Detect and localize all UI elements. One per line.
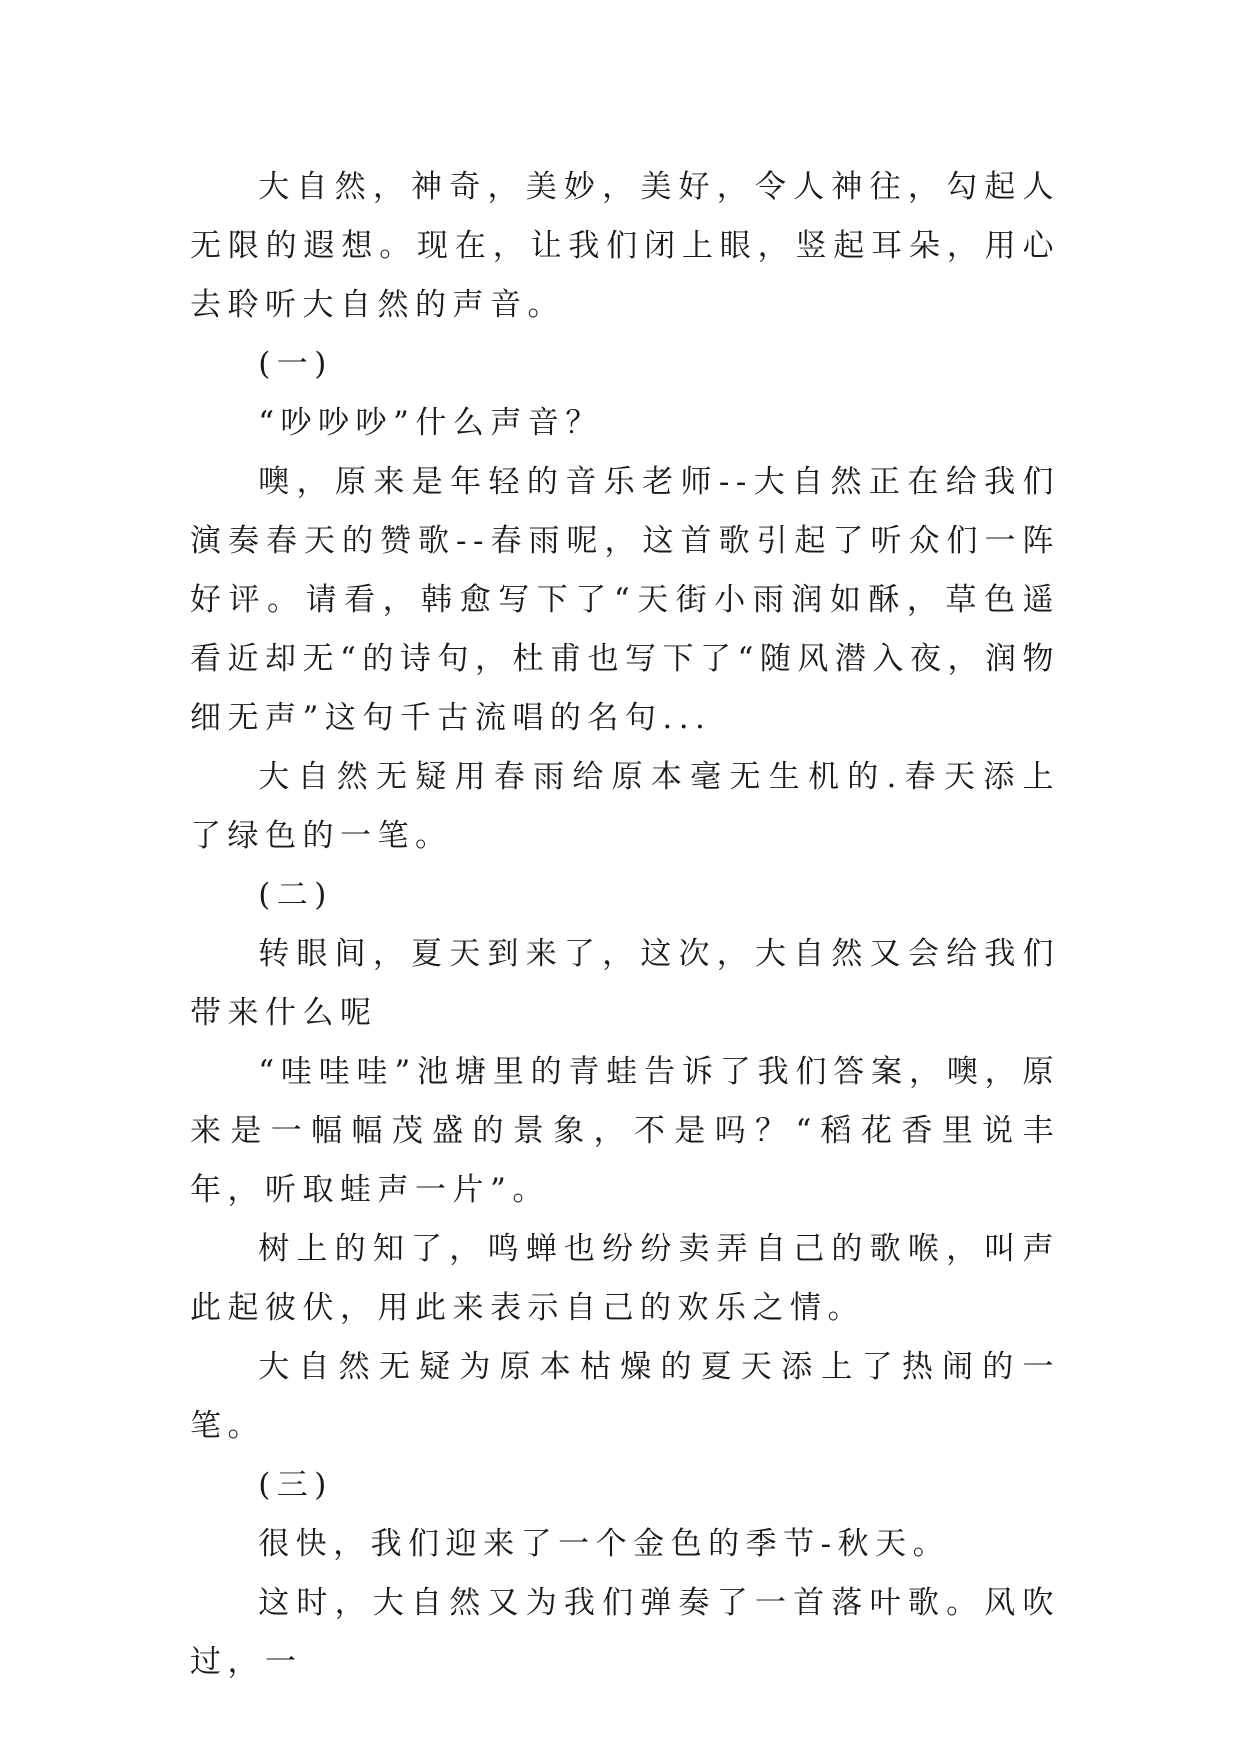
paragraph-cicadas: 树上的知了，鸣蝉也纷纷卖弄自己的歌喉，叫声此起彼伏，用此来表示自己的欢乐之情。 — [190, 1231, 1060, 1326]
section-heading-2: (二) — [258, 877, 333, 913]
paragraph-intro: 大自然，神奇，美妙，美好，令人神往，勾起人无限的遐想。现在，让我们闭上眼，竖起耳朵，用心去聆听大自然的声音。 — [190, 169, 1060, 323]
paragraph-summer-summary: 大自然无疑为原本枯燥的夏天添上了热闹的一笔。 — [190, 1349, 1060, 1444]
section-heading-1: (一) — [258, 346, 333, 382]
section-heading-3: (三) — [258, 1467, 333, 1503]
paragraph-frogs: “哇哇哇”池塘里的青蛙告诉了我们答案，噢，原来是一幅幅茂盛的景象，不是吗？“稻花香里说丰年，听取蛙声一片”。 — [190, 1054, 1060, 1208]
paragraph-sound-question: “吵吵吵”什么声音？ — [258, 405, 603, 441]
document-body — [190, 158, 1060, 1692]
paragraph-spring-rain: 噢，原来是年轻的音乐老师--大自然正在给我们演奏春天的赞歌--春雨呢，这首歌引起了听众们一阵好评。请看，韩愈写下了“天街小雨润如酥，草色遥看近却无“的诗句，杜甫也写下了“随风潜入夜，润物细无声”这句千古流唱的名句... — [190, 464, 1060, 736]
paragraph-spring-summary: 大自然无疑用春雨给原本毫无生机的.春天添上了绿色的一笔。 — [190, 759, 1060, 854]
paragraph-falling-leaves: 这时，大自然又为我们弹奏了一首落叶歌。风吹过，一 — [190, 1585, 1060, 1680]
paragraph-autumn-arrives: 很快，我们迎来了一个金色的季节-秋天。 — [258, 1526, 951, 1562]
paragraph-summer-arrives: 转眼间，夏天到来了，这次，大自然又会给我们带来什么呢 — [190, 936, 1060, 1031]
